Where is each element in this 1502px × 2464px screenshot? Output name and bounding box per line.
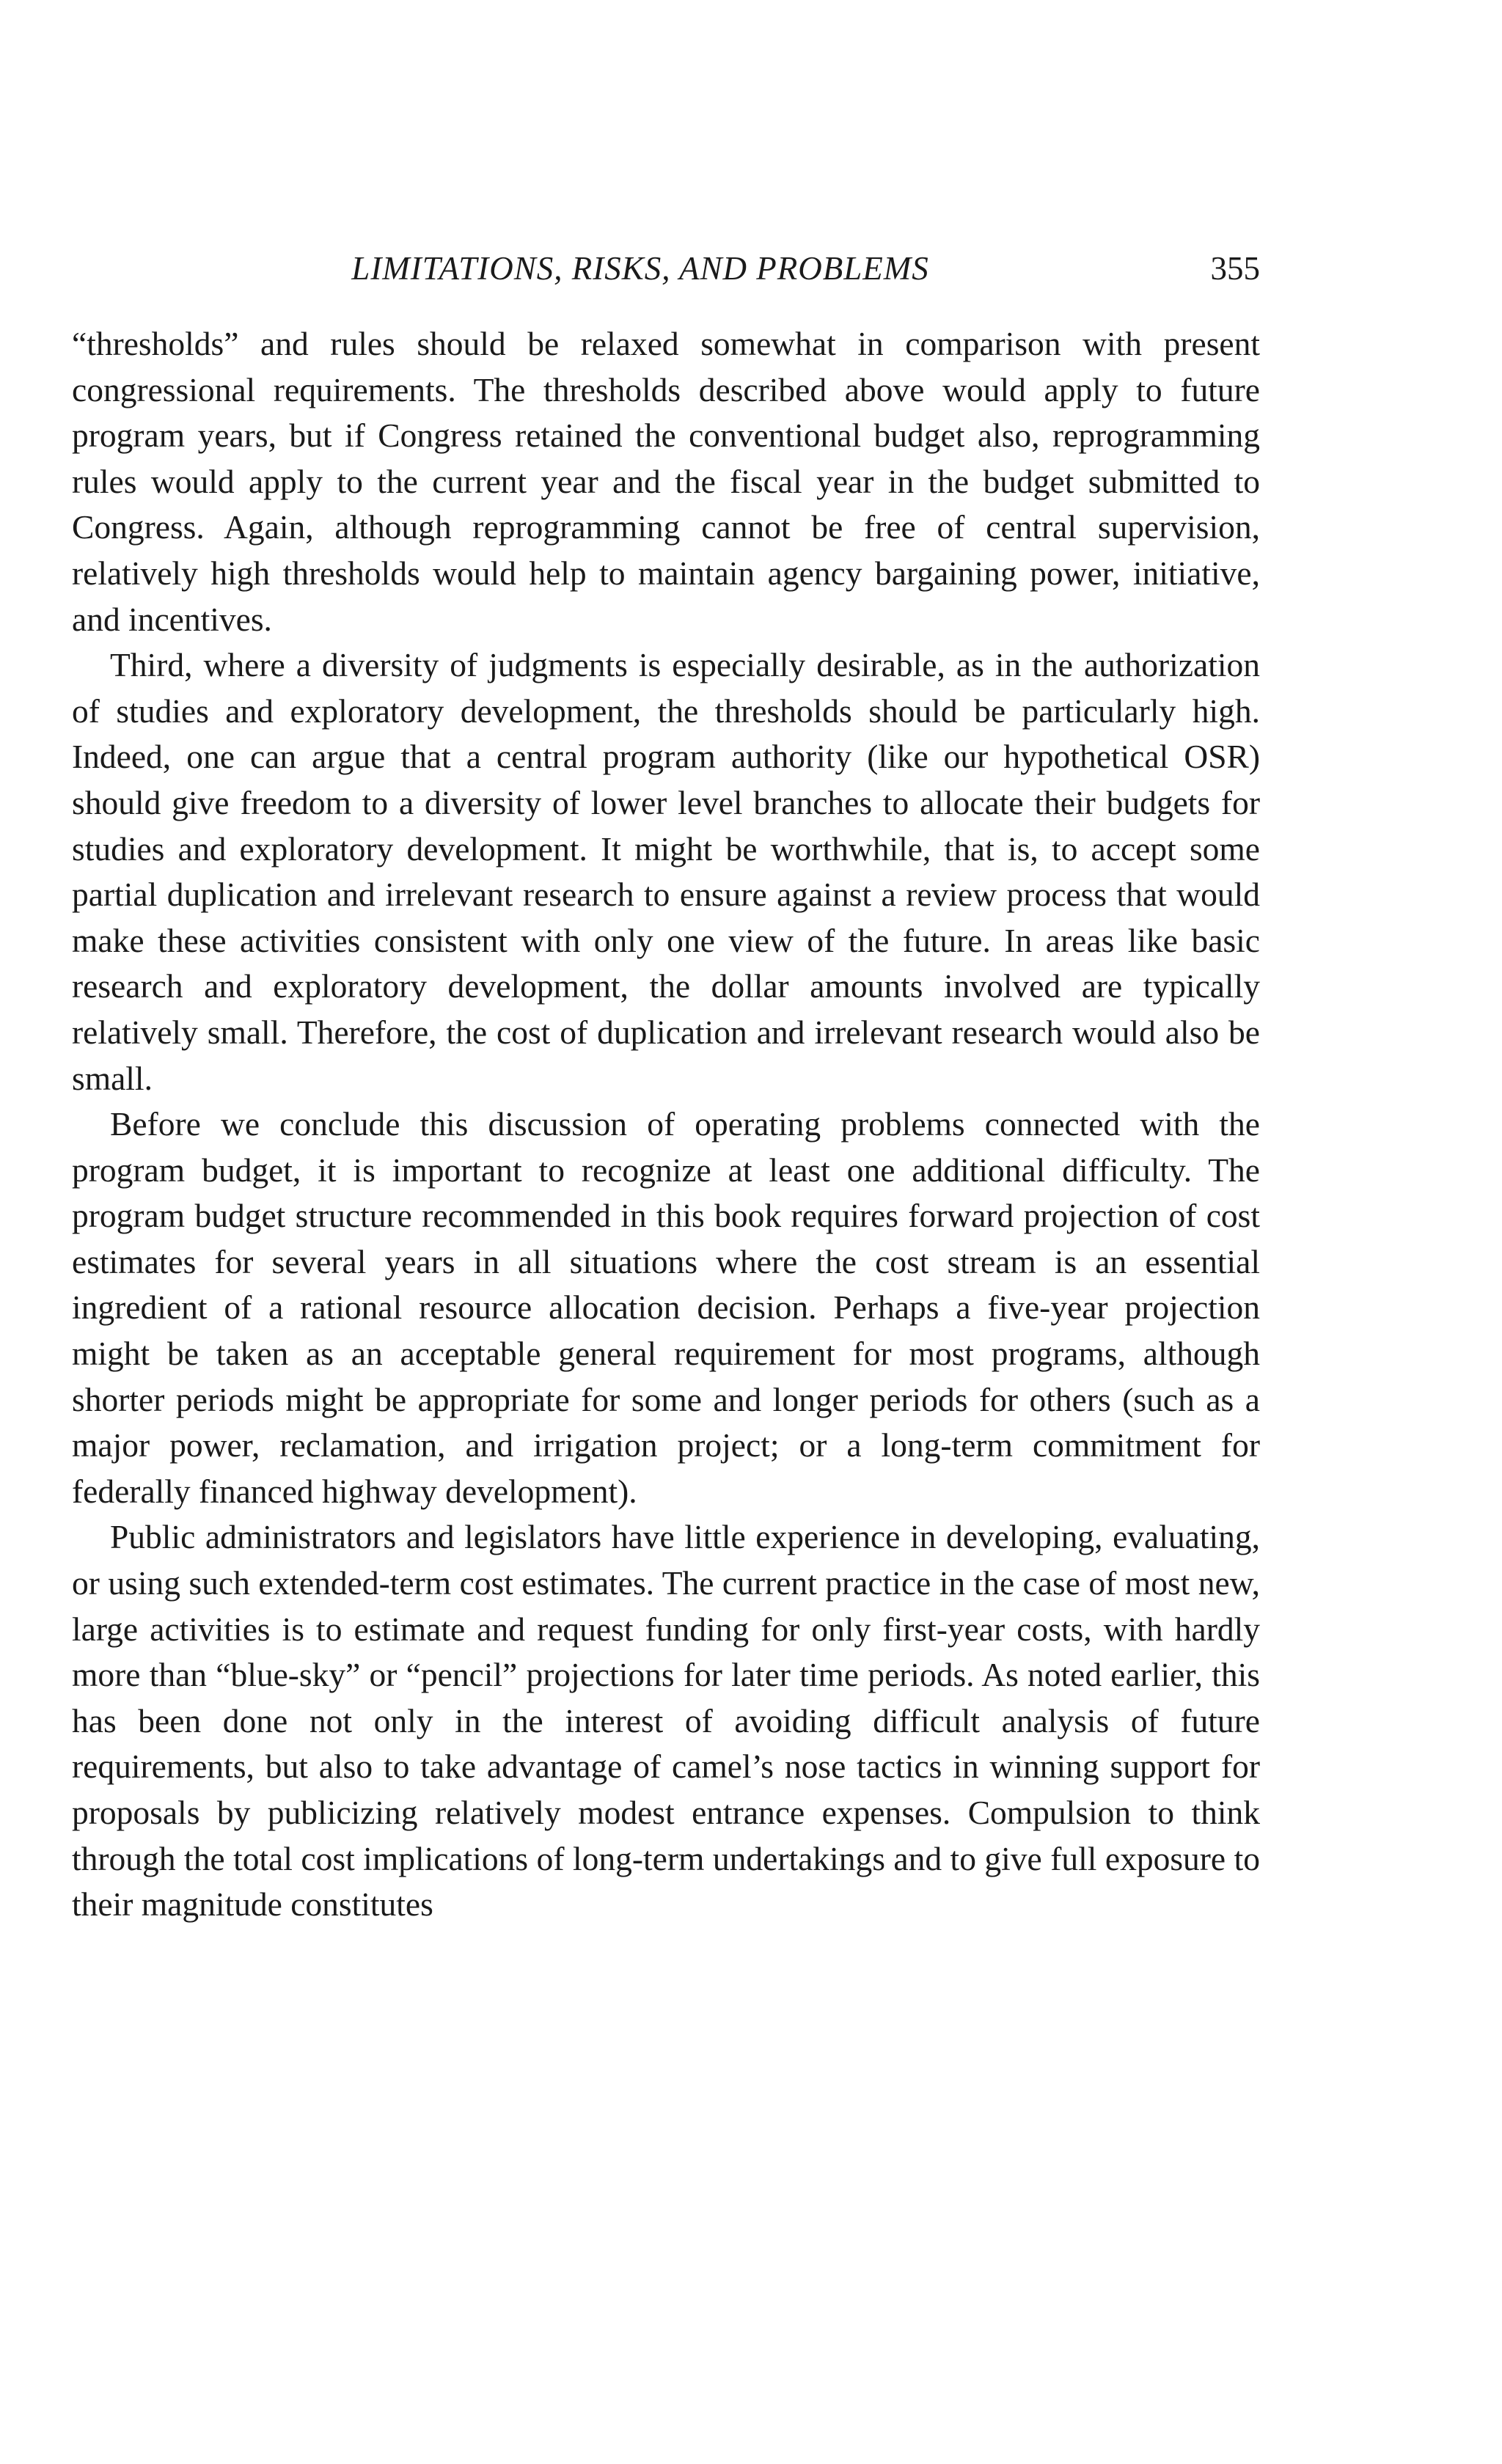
paragraph-3: Before we conclude this discussion of operating problems connected with the program budget, it is important to recognize at least one additional difficulty. The program budget structure recommended in this book requires forward projection of cost estimates for several years in all situations where the cost stream is an essential ingredient of a rational resource allocation decision. Perhaps a five-year projection might be taken as an acceptable general requirement for most programs, although shorter periods might be appropriate for some and longer periods for others (such as a major power, reclamation, and irrigation project; or a long-term commitment for federally financed highway development).	[72, 1105, 1260, 1510]
running-title: LIMITATIONS, RISKS, AND PROBLEMS	[351, 250, 929, 287]
page-number: 355	[1210, 250, 1260, 287]
book-page	[72, 249, 1260, 1928]
paragraph-4: Public administrators and legislators have little experience in developing, evaluating, or using such extended-term cost estimates. The current practice in the case of most new, large activities is to estimate and request funding for only first-year costs, with hardly more than “blue-sky” or “pencil” projections for later time periods. As noted earlier, this has been done not only in the interest of avoiding difficult analysis of future requirements, but also to take advantage of camel’s nose tactics in winning support for proposals by publicizing relatively modest entrance expenses. Compulsion to think through the total cost implications of long-term undertakings and to give full exposure to their magnitude constitutes	[72, 1518, 1260, 1924]
running-head	[72, 249, 1260, 293]
paragraph-2: Third, where a diversity of judgments is especially desirable, as in the authorization of studies and exploratory development, the thresholds should be particularly high. Indeed, one can argue that a central program authority (like our hypothetical OSR) should give freedom to a diversity of lower level branches to allocate their budgets for studies and exploratory development. It might be worthwhile, that is, to accept some partial duplication and irrelevant research to ensure against a review process that would make these activities consistent with only one view of the future. In areas like basic research and exploratory development, the dollar amounts involved are typically relatively small. Therefore, the cost of duplication and irrelevant research would also be small.	[72, 646, 1260, 1097]
paragraph-1: “thresholds” and rules should be relaxed somewhat in comparison with present congressional requirements. The thresholds described above would apply to future program years, but if Congress retained the conventional budget also, reprogramming rules would apply to the current year and the fiscal year in the budget submitted to Congress. Again, although reprogramming cannot be free of central supervision, relatively high thresholds would help to maintain agency bargaining power, initiative, and incentives.	[72, 325, 1260, 638]
